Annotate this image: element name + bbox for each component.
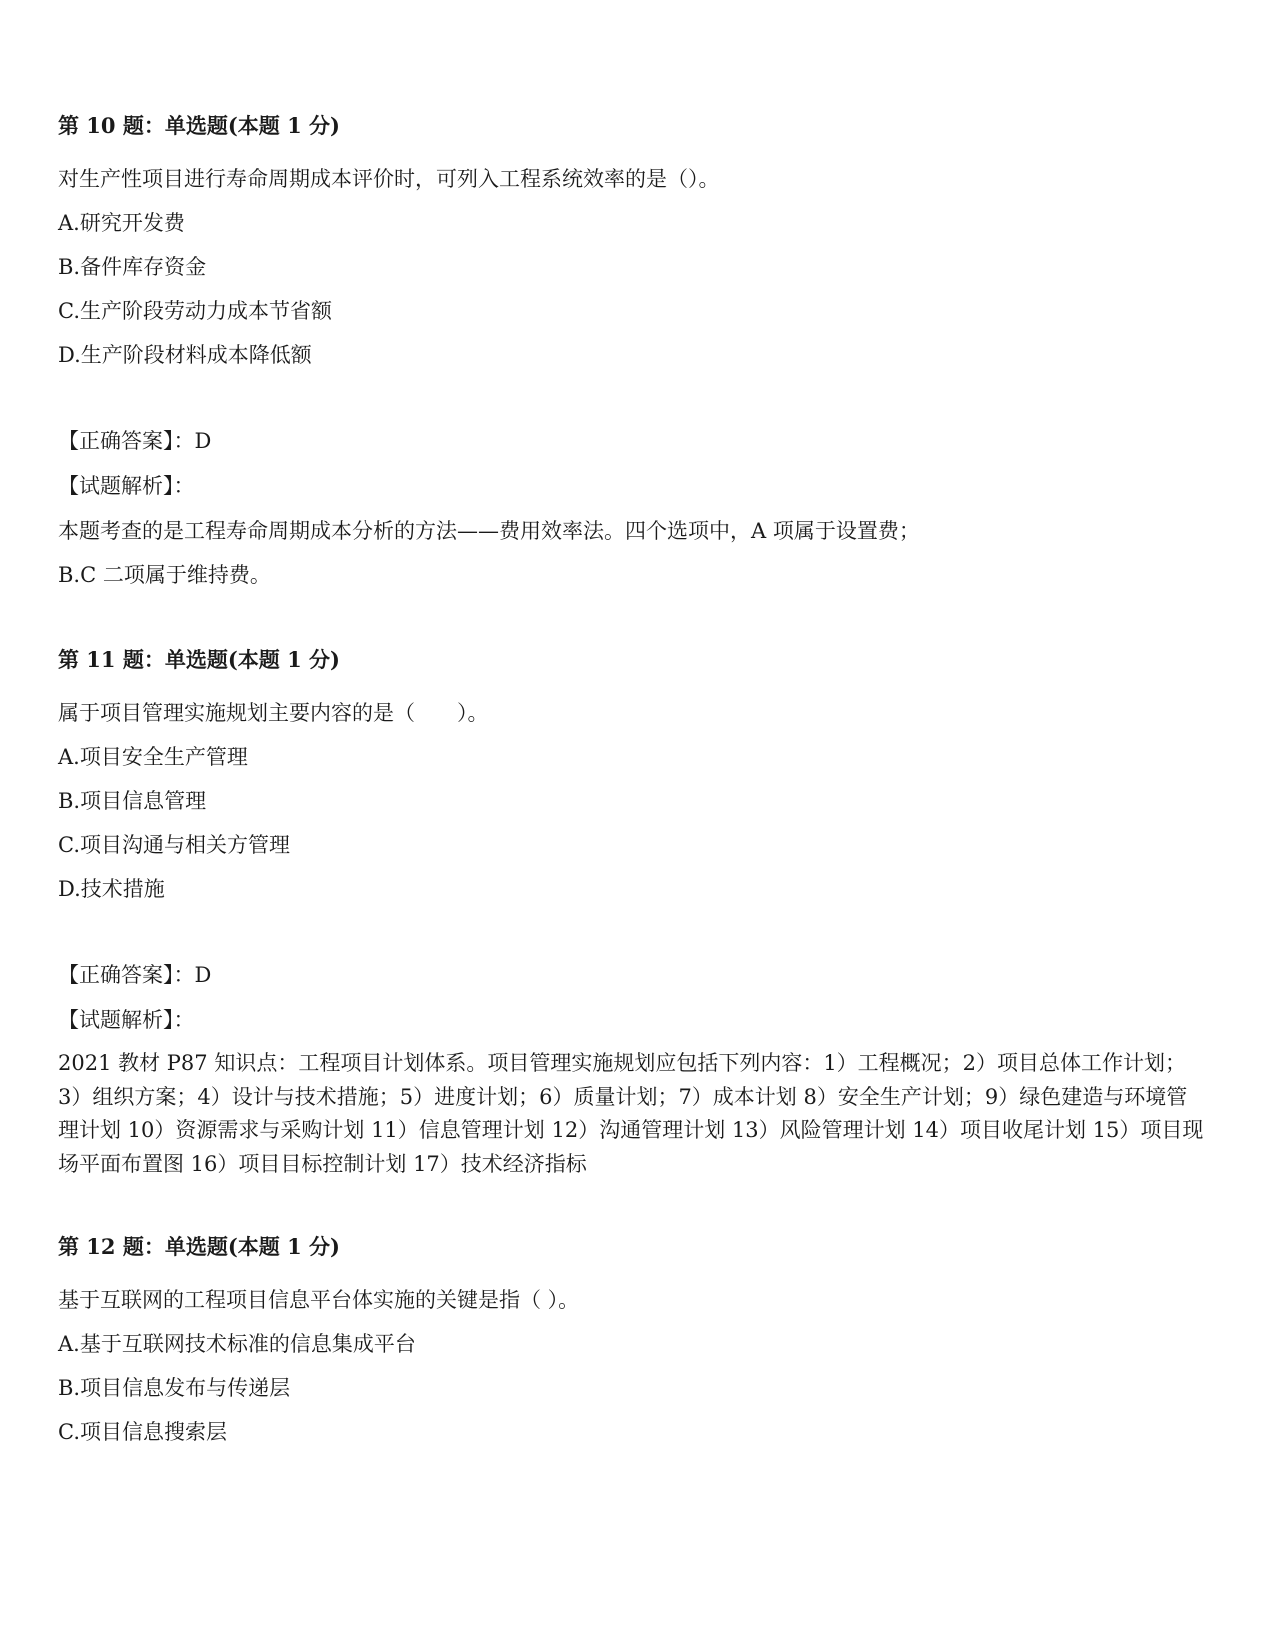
question-11-option-a: A.项目安全生产管理 <box>58 745 248 769</box>
question-11-option-d: D.技术措施 <box>58 877 165 901</box>
question-10-stem: 对生产性项目进行寿命周期成本评价时，可列入工程系统效率的是（）。 <box>58 167 720 191</box>
question-12-option-b: B.项目信息发布与传递层 <box>58 1376 291 1400</box>
question-12-option-a: A.基于互联网技术标准的信息集成平台 <box>58 1332 416 1356</box>
question-10-answer: 【正确答案】：D <box>58 429 212 453</box>
question-11-analysis-label: 【试题解析】： <box>58 1008 195 1032</box>
question-12-option-c: C.项目信息搜索层 <box>58 1420 227 1444</box>
question-10-option-a: A.研究开发费 <box>58 211 185 235</box>
question-11-stem: 属于项目管理实施规划主要内容的是（ ）。 <box>58 701 489 725</box>
question-11-analysis-text: 2021 教材 P87 知识点：工程项目计划体系。项目管理实施规划应包括下列内容：1）工程概况；2）项目总体工作计划；3）组织方案；4）设计与技术措施；5）进度计划；6）质量计划；7）成本计划 8）安全生产计划；9）绿色建造与环境管理计划 10）资源需求与采购计划 11）信息管理计划 12）沟通管理计划 13）风险管理计划 14）项目收尾计划 15）项目现场平面布置图 16）项目目标控制计划 17）技术经济指标 <box>58 1051 1204 1176</box>
question-10-option-c: C.生产阶段劳动力成本节省额 <box>58 299 332 323</box>
question-11-answer: 【正确答案】：D <box>58 963 212 987</box>
question-10-analysis-line-2: B.C 二项属于维持费。 <box>58 563 271 587</box>
question-12-heading: 第 12 题：单选题(本题 1 分) <box>58 1234 340 1259</box>
question-10-analysis-line-1: 本题考查的是工程寿命周期成本分析的方法——费用效率法。四个选项中，A 项属于设置费； <box>58 519 920 543</box>
question-11-heading: 第 11 题：单选题(本题 1 分) <box>58 647 340 672</box>
question-10-option-d: D.生产阶段材料成本降低额 <box>58 343 312 367</box>
question-12-stem: 基于互联网的工程项目信息平台体实施的关键是指（ ）。 <box>58 1288 580 1312</box>
question-11-option-c: C.项目沟通与相关方管理 <box>58 833 290 857</box>
question-10-heading: 第 10 题：单选题(本题 1 分) <box>58 113 340 138</box>
question-10-option-b: B.备件库存资金 <box>58 255 207 279</box>
question-11-option-b: B.项目信息管理 <box>58 789 207 813</box>
question-10-analysis-label: 【试题解析】： <box>58 474 195 498</box>
